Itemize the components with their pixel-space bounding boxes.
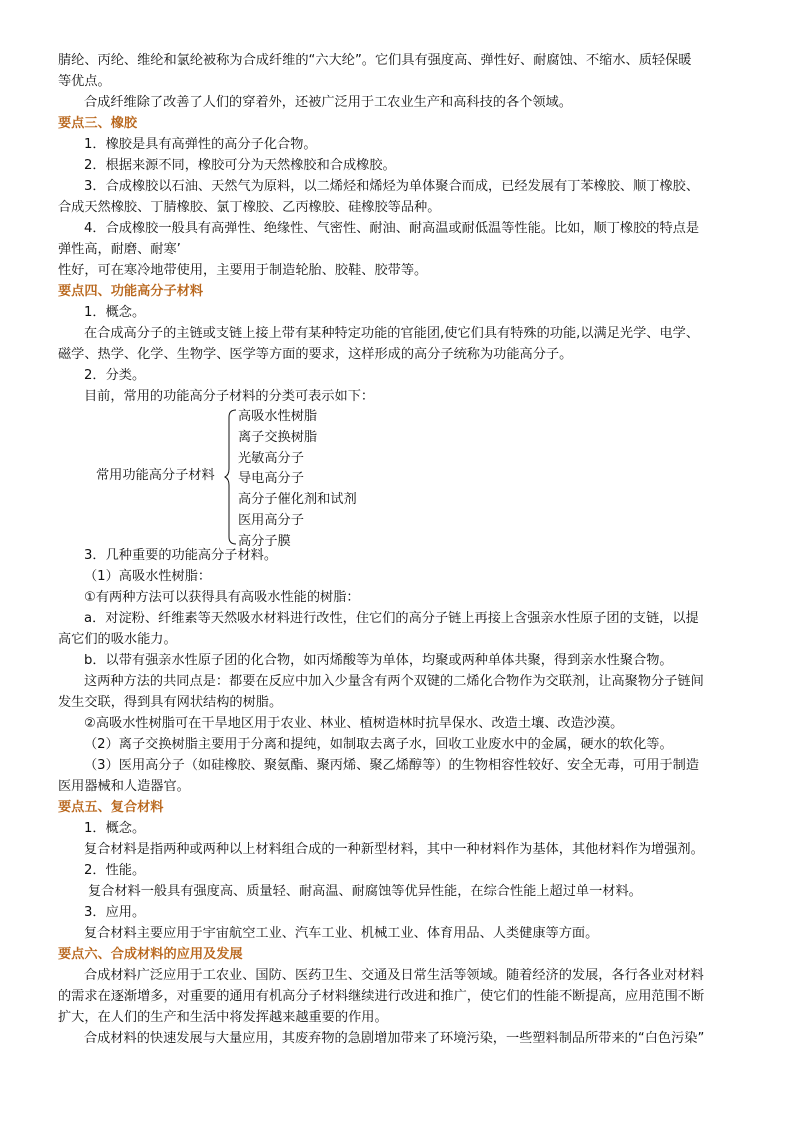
text-line: ①有两种方法可以获得具有高吸水性能的树脂： xyxy=(84,590,360,605)
text-line: 复合材料主要应用于宇宙航空工业、汽车工业、机械工业、体育用品、人类健康等方面。 xyxy=(84,926,599,941)
text-line: 2．分类。 xyxy=(84,368,146,383)
text-line: 复合材料是指两种或两种以上材料组合成的一种新型材料，其中一种材料作为基体，其他材料作为增强剂。 xyxy=(84,842,704,857)
text-line: ②高吸水性树脂可在干旱地区用于农业、林业、植树造林时抗旱保水、改造土壤、改造沙漠。 xyxy=(84,716,624,731)
text-line: 合成材料的快速发展与大量应用，其废弃物的急剧增加带来了环境污染，一些塑料制品所带来的“白色污染” xyxy=(84,1031,705,1046)
classification-diagram xyxy=(58,407,742,549)
classification-item: 导电高分子 xyxy=(238,471,304,487)
text-line: 合成纤维除了改善了人们的穿着外，还被广泛用于工农业生产和高科技的各个领域。 xyxy=(84,95,572,110)
text-line: 4．合成橡胶一般具有高弹性、绝缘性、气密性、耐油、耐高温或耐低温等性能。比如，顺丁橡胶的特点是 xyxy=(84,221,700,236)
classification-items xyxy=(238,407,357,553)
text-line: 1．概念。 xyxy=(84,305,146,320)
text-line: 在合成高分子的主链或支链上接上带有某种特定功能的官能团,使它们具有特殊的功能,以满足光学、电学、 xyxy=(84,326,700,341)
classification-label: 常用功能高分子材料 xyxy=(96,468,215,483)
section-heading: 要点三、橡胶 xyxy=(58,116,138,131)
brace-icon xyxy=(224,409,238,545)
text-line: 合成材料广泛应用于工农业、国防、医药卫生、交通及日常生活等领域。随着经济的发展，各行各业对材料 xyxy=(84,968,704,983)
text-line: （2）离子交换树脂主要用于分离和提纯，如制取去离子水，回收工业废水中的金属，硬水的软化等。 xyxy=(84,737,673,752)
classification-item: 高分子膜 xyxy=(238,533,291,549)
classification-item: 高分子催化剂和试剂 xyxy=(238,492,357,508)
section-heading: 要点六、合成材料的应用及发展 xyxy=(58,947,243,962)
text-line: 腈纶、丙纶、维纶和氯纶被称为合成纤维的“六大纶”。它们具有强度高、弹性好、耐腐蚀、不缩水、质轻保暖 xyxy=(58,53,692,68)
classification-item: 光敏高分子 xyxy=(238,450,304,466)
classification-item: 医用高分子 xyxy=(238,512,304,528)
document-page xyxy=(58,50,742,1049)
text-line: 1．概念。 xyxy=(84,821,146,836)
text-line: （3）医用高分子（如硅橡胶、聚氨酯、聚丙烯、聚乙烯醇等）的生物相容性较好、安全无毒，可用于制造 xyxy=(84,758,700,773)
text-line: 磁学、热学、化学、生物学、医学等方面的要求，这样形成的高分子统称为功能高分子。 xyxy=(58,347,573,362)
text-block-top xyxy=(58,50,742,407)
text-line: 复合材料一般具有强度高、质量轻、耐高温、耐腐蚀等优异性能，在综合性能上超过单一材料。 xyxy=(88,884,642,899)
text-block-bottom xyxy=(58,545,742,1049)
text-line: 3．应用。 xyxy=(84,905,146,920)
text-line: 2．根据来源不同，橡胶可分为天然橡胶和合成橡胶。 xyxy=(84,158,396,173)
classification-item: 离子交换树脂 xyxy=(238,429,318,445)
text-line: 3．几种重要的功能高分子材料。 xyxy=(84,548,278,563)
text-line: 性好，可在寒冷地带使用，主要用于制造轮胎、胶鞋、胶带等。 xyxy=(58,263,428,278)
text-line: 弹性高，耐磨、耐寒’ xyxy=(58,242,181,257)
section-heading: 要点五、复合材料 xyxy=(58,800,164,815)
text-line: 合成天然橡胶、丁腈橡胶、氯丁橡胶、乙丙橡胶、硅橡胶等品种。 xyxy=(58,200,441,215)
classification-item: 高吸水性树脂 xyxy=(238,409,318,424)
text-line: a．对淀粉、纤维素等天然吸水材料进行改性，住它们的高分子链上再接上含强亲水性原子团的支链，以提 xyxy=(84,611,699,626)
text-line: 1．橡胶是具有高弹性的高分子化合物。 xyxy=(84,137,317,152)
section-heading: 要点四、功能高分子材料 xyxy=(58,284,204,299)
text-line: （1）高吸水性树脂： xyxy=(84,569,212,584)
text-line: 扩大，在人们的生产和生活中将发挥越来越重要的作用。 xyxy=(58,1010,388,1025)
text-line: 的需求在逐渐增多，对重要的通用有机高分子材料继续进行改进和推广，使它们的性能不断提高，应用范围不断 xyxy=(58,989,705,1004)
text-line: 发生交联，得到具有网状结构的树脂。 xyxy=(58,695,283,710)
text-line: 3．合成橡胶以石油、天然气为原料，以二烯烃和烯烃为单体聚合而成，已经发展有丁苯橡胶、顺丁橡胶、 xyxy=(84,179,700,194)
text-line: 2．性能。 xyxy=(84,863,146,878)
text-line: 高它们的吸水能力。 xyxy=(58,632,177,647)
text-line: 等优点。 xyxy=(58,74,111,89)
text-line: 目前，常用的功能高分子材料的分类可表示如下： xyxy=(84,389,375,404)
text-line: 这两种方法的共同点是：都要在反应中加入少量含有两个双键的二烯化合物作为交联剂，让高聚物分子链间 xyxy=(84,674,704,689)
text-line: b．以带有强亲水性原子团的化合物，如丙烯酸等为单体，均聚或两种单体共聚，得到亲水性聚合物。 xyxy=(84,653,673,668)
text-line: 医用器械和人造器官。 xyxy=(58,779,190,794)
